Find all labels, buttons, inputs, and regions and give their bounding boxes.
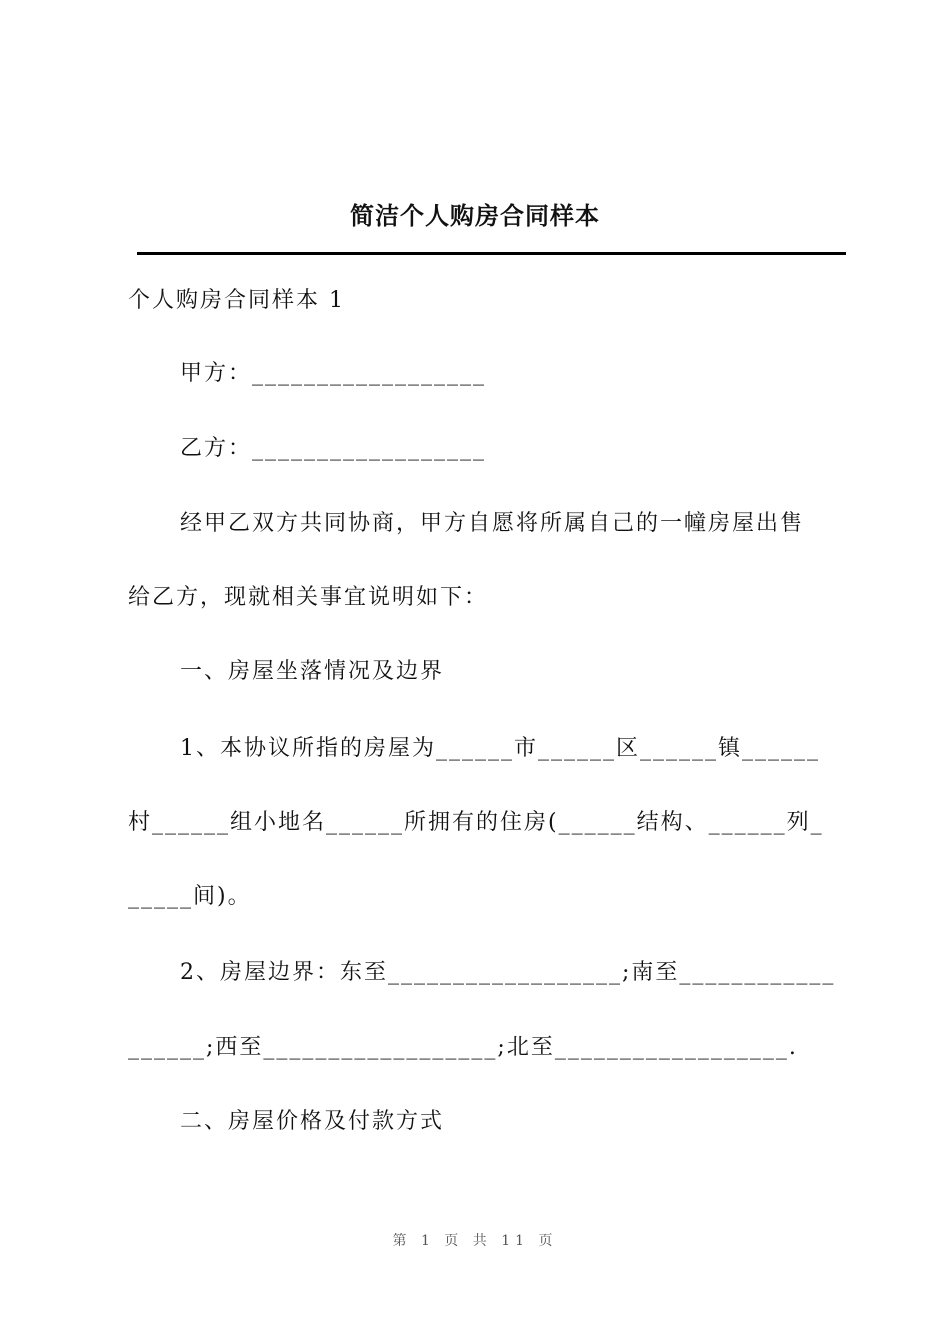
document-title: 简洁个人购房合同样本 <box>350 202 600 230</box>
paragraph-line: 经甲乙双方共同协商，甲方自愿将所属自己的一幢房屋出售 <box>180 511 805 536</box>
section-heading: 二、房屋价格及付款方式 <box>180 1109 445 1134</box>
page-number: 第 1 页 共 11 页 <box>392 1233 558 1249</box>
title-divider <box>137 252 846 255</box>
section-heading: 一、房屋坐落情况及边界 <box>180 659 445 684</box>
paragraph-line: 村______组小地名______所拥有的住房(______结构、______列_ <box>128 810 824 835</box>
paragraph-line: ______;西至__________________;北至__________________. <box>128 1035 798 1060</box>
paragraph-line: _____间)。 <box>128 884 252 909</box>
paragraph-line: 1、本协议所指的房屋为______市______区______镇______ <box>180 736 820 761</box>
paragraph-line: 2、房屋边界：东至__________________;南至____________ <box>180 960 836 985</box>
party-a-line: 甲方：__________________ <box>180 361 487 386</box>
section-heading: 个人购房合同样本 1 <box>128 288 345 313</box>
paragraph-line: 给乙方，现就相关事宜说明如下： <box>128 585 489 610</box>
party-b-line: 乙方：__________________ <box>180 436 487 461</box>
